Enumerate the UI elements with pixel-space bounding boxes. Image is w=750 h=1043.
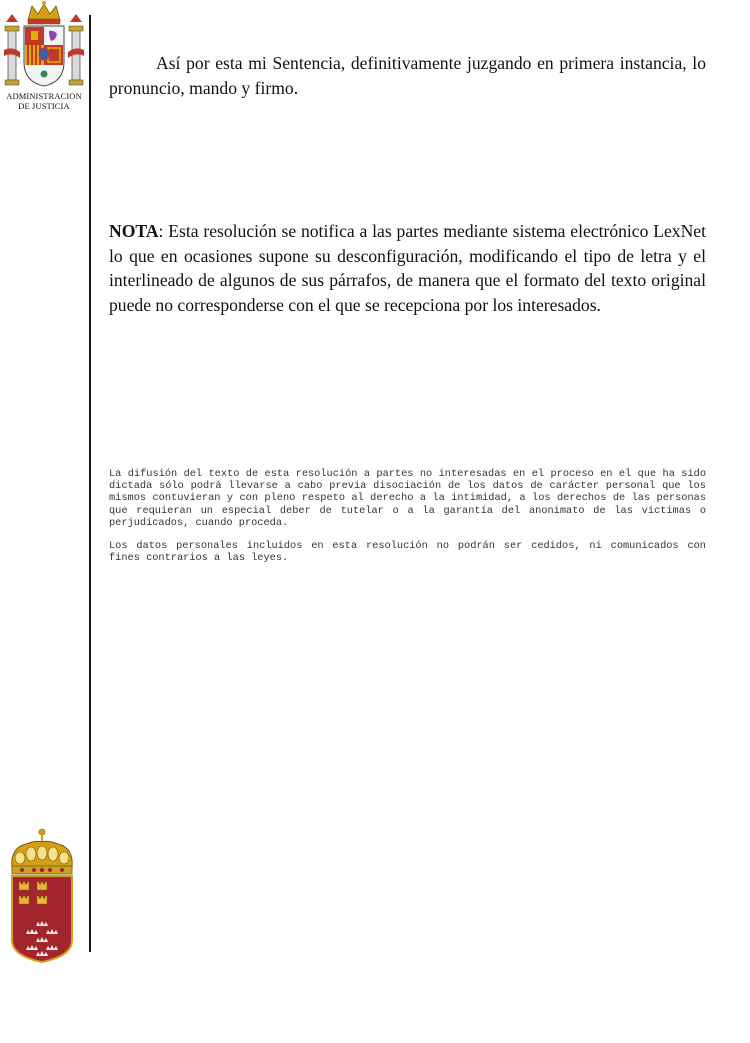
disclaimer-paragraph-1: La difusión del texto de esta resolución a partes no interesadas en el proceso en el que ha sido dictada sólo podrá llevarse a cabo previa disociación de los datos de carácter personal que los mismos contuvieran y con pleno respeto al derecho a la intimidad, a los derechos de las personas que requieran un especial deber de tutelar o a la garantía del anonimato de las victimas o perjudicados, cuando proceda. (109, 468, 706, 529)
margin-rule (89, 15, 91, 952)
murcia-coat-of-arms-icon (6, 828, 78, 964)
disclaimer-paragraph-2: Los datos personales incluidos en esta resolución no podrán ser cedidos, ni comunicados con fines contrarios a las leyes. (109, 540, 706, 565)
note-paragraph (109, 219, 706, 317)
seal-caption (0, 91, 88, 111)
note-text: : Esta resolución se notifica a las partes mediante sistema electrónico LexNet lo que en ocasiones supone su desconfiguración, modificando el tipo de letra y el interlineado de algunos de sus párrafos, de manera que el formato del texto original puede no corresponderse con el que se recepciona por los interesados. (109, 221, 706, 315)
note-label: NOTA (109, 221, 159, 241)
closing-paragraph: Así por esta mi Sentencia, definitivamente juzgando en primera instancia, lo pronuncio, mando y firmo. (109, 53, 706, 98)
seal-caption-line2: DE JUSTICIA (18, 101, 70, 111)
seal-caption-line1: ADMINISTRACION (6, 91, 82, 101)
spain-coat-of-arms-icon (2, 0, 86, 92)
